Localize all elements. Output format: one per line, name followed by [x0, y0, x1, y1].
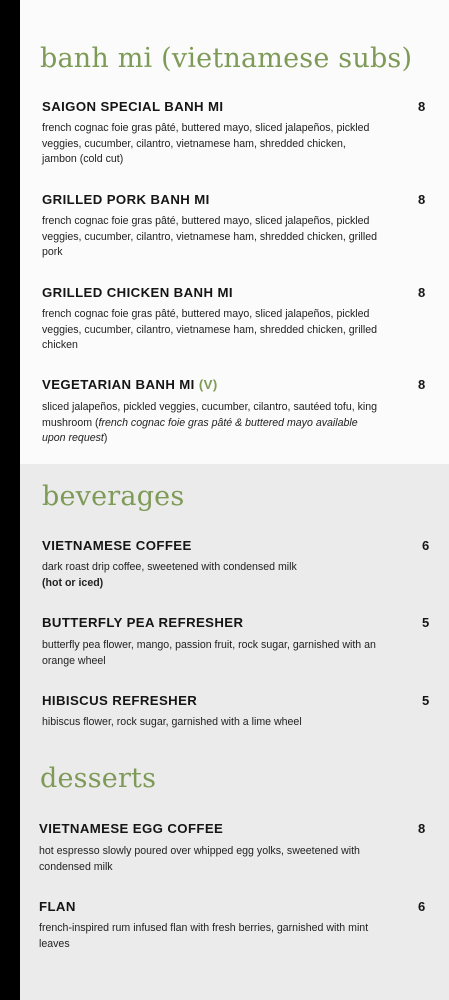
description-text: dark roast drip coffee, sweetened with condensed milk	[42, 561, 297, 573]
beverages-heading: beverages	[42, 481, 185, 512]
menu-item-description: butterfly pea flower, mango, passion fruit, rock sugar, garnished with an orange wheel	[42, 639, 376, 667]
menu-item-description: french cognac foie gras pâté, buttered mayo, sliced jalapeños, pickled veggies, cucumber, cilantro, vietnamese ham, shredded chicken, grilled chicken	[42, 308, 378, 351]
menu-item-price: 5	[422, 693, 430, 708]
page-left-edge	[0, 0, 20, 1000]
menu-item-price: 8	[418, 285, 426, 300]
banh-mi-heading: banh mi (vietnamese subs)	[40, 43, 413, 74]
banh-mi-section	[20, 0, 449, 464]
description-note: french cognac foie gras pâté & buttered mayo available upon request	[42, 416, 358, 444]
menu-item-name: VIETNAMESE EGG COFFEE	[39, 821, 224, 836]
menu-item-name: VIETNAMESE COFFEE	[42, 538, 192, 553]
menu-item-price: 8	[418, 377, 426, 392]
menu-item-price: 6	[418, 899, 426, 914]
menu-item-price: 8	[418, 821, 426, 836]
description-note: (hot or iced)	[42, 576, 104, 589]
desserts-heading: desserts	[40, 763, 157, 794]
menu-item-price: 6	[422, 538, 430, 553]
menu-item-description	[42, 560, 382, 591]
menu-item-name: GRILLED PORK BANH MI	[42, 192, 210, 207]
description-text: sliced jalapeños, pickled veggies, cucumber, cilantro, sautéed tofu, king mushroom (	[42, 401, 378, 429]
menu-item-description: french-inspired rum infused flan with fresh berries, garnished with mint leaves	[39, 922, 369, 950]
menu-item-name-text: VEGETARIAN BANH MI	[42, 377, 195, 392]
menu-item-name: SAIGON SPECIAL BANH MI	[42, 99, 224, 114]
beverages-desserts-section	[20, 464, 449, 1000]
menu-item-name: BUTTERFLY PEA REFRESHER	[42, 615, 244, 630]
menu-item-name: FLAN	[39, 899, 76, 914]
menu-item-name: GRILLED CHICKEN BANH MI	[42, 285, 233, 300]
menu-item-description: hot espresso slowly poured over whipped egg yolks, sweetened with condensed milk	[39, 845, 360, 873]
vegetarian-tag: (V)	[198, 377, 218, 392]
menu-item-description	[42, 400, 382, 447]
menu-item-description: french cognac foie gras pâté, buttered mayo, sliced jalapeños, pickled veggies, cucumber, cilantro, vietnamese ham, shredded chicken, grilled pork	[42, 215, 378, 258]
menu-item-price: 8	[418, 192, 426, 207]
menu-item-price: 5	[422, 615, 430, 630]
description-text-end: )	[103, 432, 108, 444]
menu-item-name	[42, 377, 218, 392]
menu-item-description: hibiscus flower, rock sugar, garnished with a lime wheel	[42, 716, 302, 728]
menu-item-name: HIBISCUS REFRESHER	[42, 693, 198, 708]
menu-item-description: french cognac foie gras pâté, buttered mayo, sliced jalapeños, pickled veggies, cucumber, cilantro, vietnamese ham, shredded chicken, jambon (cold cut)	[42, 122, 370, 165]
menu-item-price: 8	[418, 99, 426, 114]
